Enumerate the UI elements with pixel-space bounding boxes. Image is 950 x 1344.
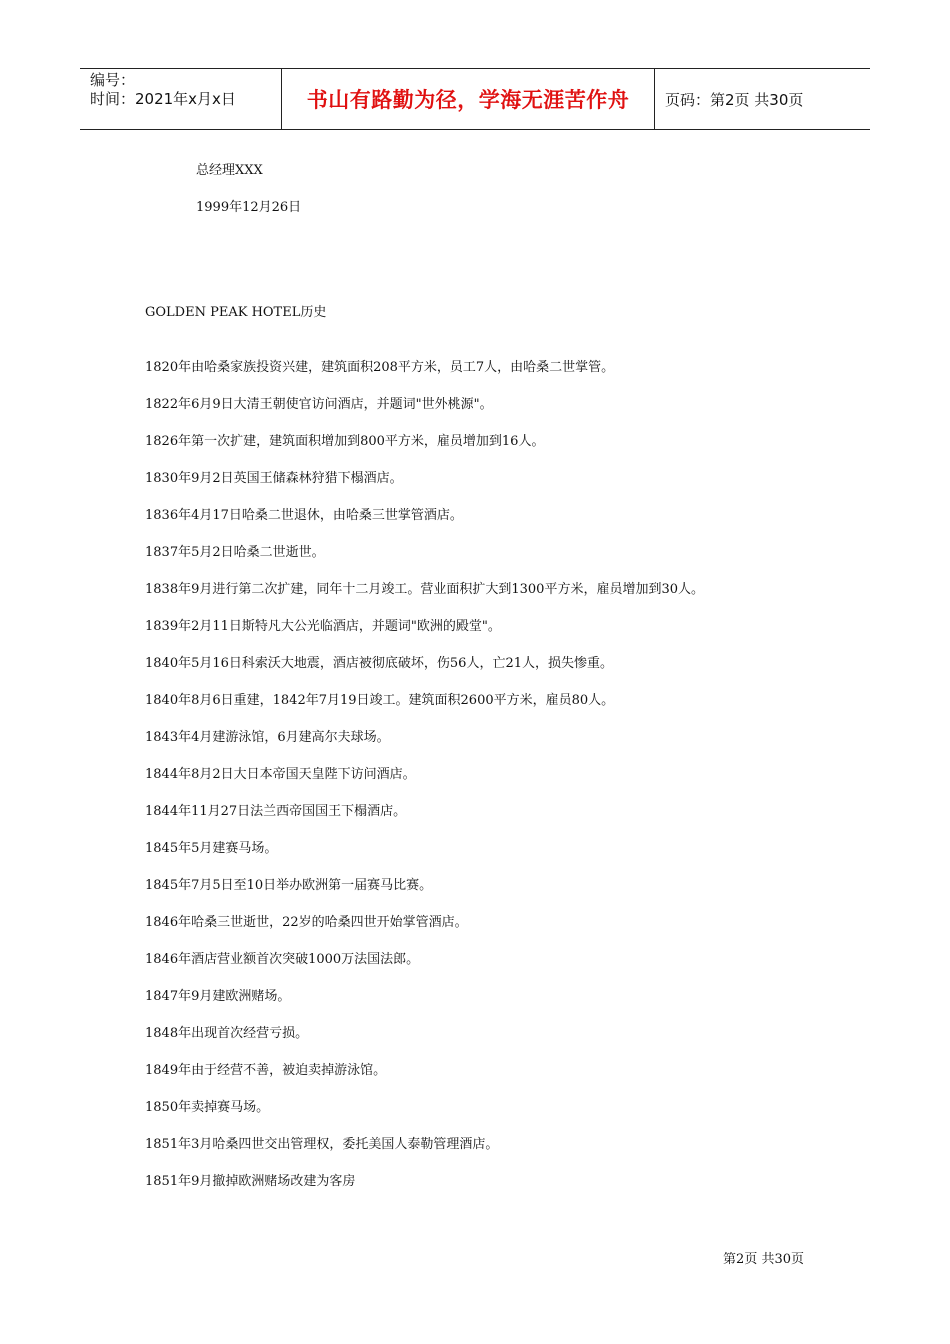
signature-date: 1999年12月26日 bbox=[196, 200, 302, 215]
history-line: 1843年4月建游泳馆，6月建高尔夫球场。 bbox=[145, 730, 390, 745]
history-line: 1845年5月建赛马场。 bbox=[145, 841, 278, 856]
history-line: 1844年8月2日大日本帝国天皇陛下访问酒店。 bbox=[145, 767, 416, 782]
history-line: 1846年酒店营业额首次突破1000万法国法郎。 bbox=[145, 952, 420, 967]
history-line: 1838年9月进行第二次扩建，同年十二月竣工。营业面积扩大到1300平方米，雇员增加到30人。 bbox=[145, 582, 704, 597]
history-line: 1830年9月2日英国王储森林狩猎下榻酒店。 bbox=[145, 471, 403, 486]
history-line: 1837年5月2日哈桑二世逝世。 bbox=[145, 545, 325, 560]
history-line: 1850年卖掉赛马场。 bbox=[145, 1100, 270, 1115]
footer-page-number: 第2页 共30页 bbox=[723, 1252, 804, 1267]
document-number-label: 编号： bbox=[90, 71, 136, 89]
section-title: GOLDEN PEAK HOTEL历史 bbox=[145, 305, 327, 320]
history-line: 1848年出现首次经营亏损。 bbox=[145, 1026, 309, 1041]
header-meta bbox=[80, 69, 282, 129]
history-line: 1826年第一次扩建，建筑面积增加到800平方米，雇员增加到16人。 bbox=[145, 434, 545, 449]
history-line: 1844年11月27日法兰西帝国国王下榻酒店。 bbox=[145, 804, 407, 819]
history-line: 1836年4月17日哈桑二世退休，由哈桑三世掌管酒店。 bbox=[145, 508, 463, 523]
signature-title: 总经理XXX bbox=[196, 163, 263, 178]
history-line: 1840年8月6日重建，1842年7月19日竣工。建筑面积2600平方米，雇员80人。 bbox=[145, 693, 615, 708]
header-page-number: 页码：第2页 共30页 bbox=[665, 90, 804, 109]
history-section bbox=[145, 304, 845, 1210]
history-line: 1840年5月16日科索沃大地震，酒店被彻底破坏，伤56人，亡21人，损失惨重。 bbox=[145, 656, 613, 671]
history-line: 1849年由于经营不善，被迫卖掉游泳馆。 bbox=[145, 1063, 387, 1078]
history-line: 1851年9月撤掉欧洲赌场改建为客房 bbox=[145, 1174, 356, 1189]
history-line: 1847年9月建欧洲赌场。 bbox=[145, 989, 291, 1004]
history-line: 1845年7月5日至10日举办欧洲第一届赛马比赛。 bbox=[145, 878, 433, 893]
history-line: 1839年2月11日斯特凡大公光临酒店，并题词"欧洲的殿堂"。 bbox=[145, 619, 501, 634]
history-line: 1851年3月哈桑四世交出管理权，委托美国人泰勒管理酒店。 bbox=[145, 1137, 499, 1152]
document-header bbox=[80, 68, 870, 130]
history-line: 1822年6月9日大清王朝使官访问酒店，并题词"世外桃源"。 bbox=[145, 397, 493, 412]
document-time-label: 时间：2021年x月x日 bbox=[90, 90, 236, 108]
header-motto: 书山有路勤为径，学海无涯苦作舟 bbox=[282, 69, 655, 129]
history-line: 1820年由哈桑家族投资兴建，建筑面积208平方米，员工7人，由哈桑二世掌管。 bbox=[145, 360, 615, 375]
history-line: 1846年哈桑三世逝世，22岁的哈桑四世开始掌管酒店。 bbox=[145, 915, 468, 930]
